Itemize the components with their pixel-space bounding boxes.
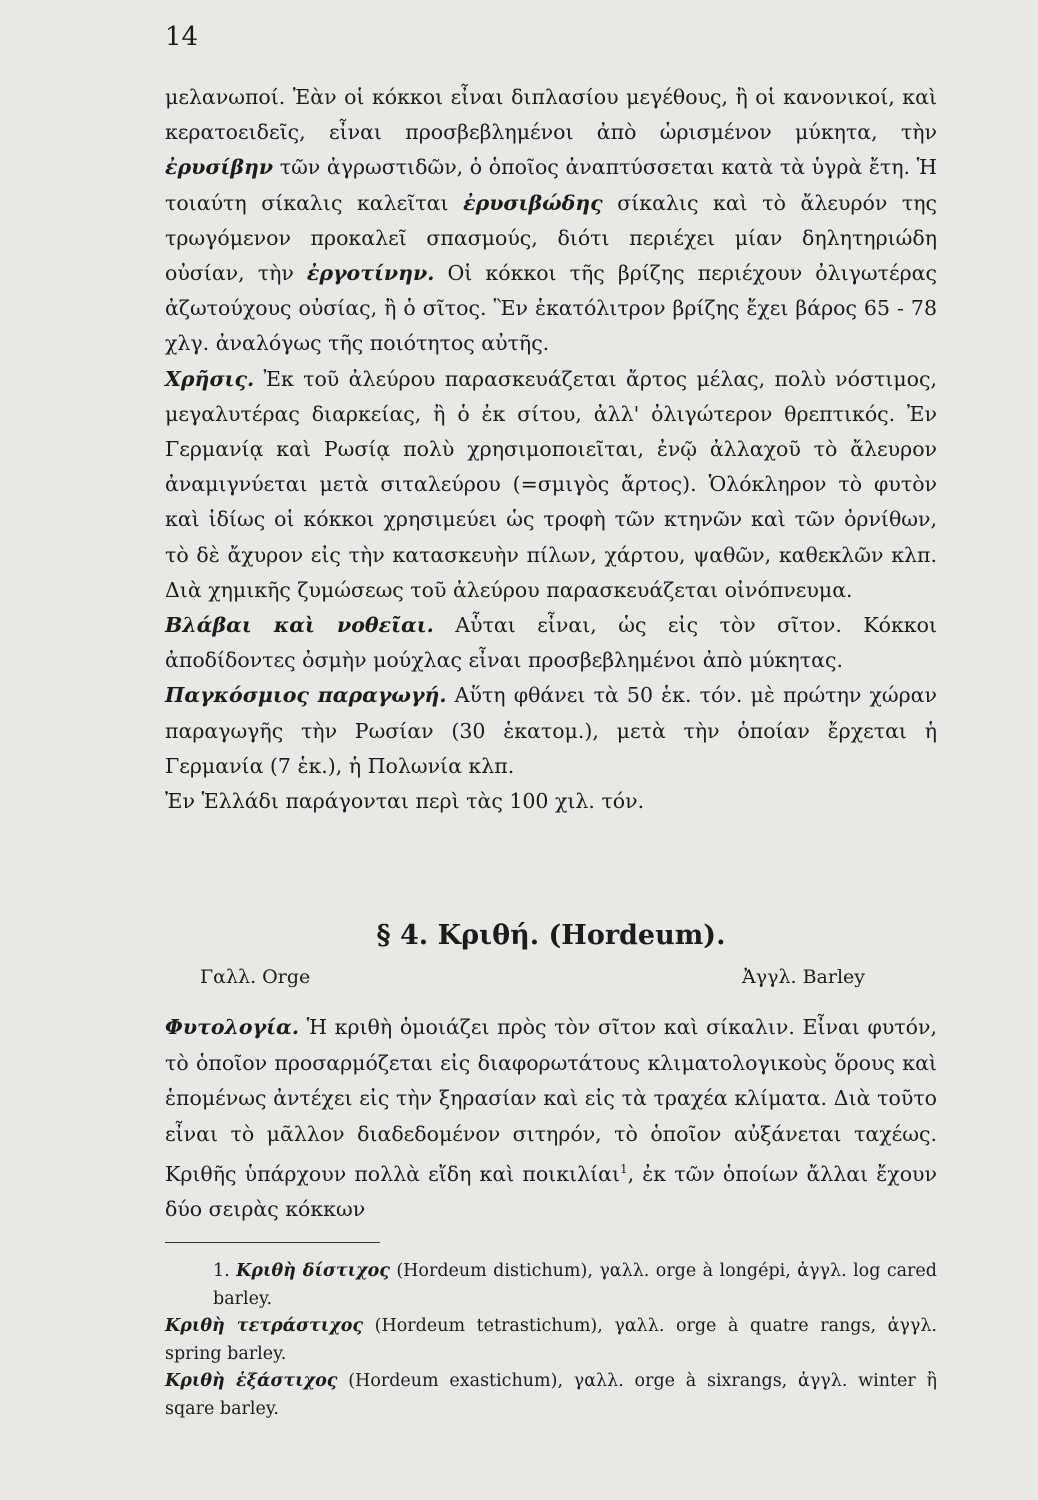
footnote-ref: 1 [620,1162,628,1176]
paragraph-world-production: Παγκόσμιος παραγωγή. Αὕτη φθάνει τὰ 50 ἑκ. τόν. μὲ πρώτην χώραν παραγωγῆς τὴν Ρωσίαν (30 ἑκατομ.), μετὰ τὴν ὁποίαν ἔρχεται ἡ Γερμανία (7 ἑκ.), ἡ Πολωνία κλπ. [165,683,937,778]
section-heading-barley: § 4. Κριθή. (Hordeum). [376,920,726,951]
french-name: Γαλλ. Orge [200,966,311,988]
english-name: Ἀγγλ. Barley [742,966,865,988]
term-erysibodis: ἐρυσιβώδης [463,190,603,215]
term-ergotine: ἐργοτίνην. [306,261,435,286]
paragraph-greece-production: Ἐν Ἑλλάδι παράγονται περὶ τὰς 100 χιλ. τόν. [165,789,645,814]
heading-use: Χρῆσις. [165,366,255,391]
footnote-2: Κριθὴ τετράστιχος (Hordeum tetrastichum), γαλλ. orge à quatre rangs, ἀγγλ. spring barley. [165,1316,937,1364]
section-barley-text [165,1010,937,1228]
footnotes [165,1258,937,1423]
footnote-3: Κριθὴ ἑξάστιχος (Hordeum exastichum), γαλλ. orge à sixrangs, ἀγγλ. winter ἢ sqare barley. [165,1371,937,1419]
paragraph-botany: Φυτολογία. Ἡ κριθὴ ὁμοιάζει πρὸς τὸν σῖτον καὶ σίκαλιν. Εἶναι φυτόν, τὸ ὁποῖον προσαρμόζεται εἰς διαφορωτάτους κλιματολογικοὺς ὅρους καὶ ἑπομένως ἀντέχει εἰς τὴν ξηρασίαν καὶ εἰς τὰ τραχέα κλίματα. Διὰ τοῦτο εἶναι τὸ μᾶλλον διαδεδομένον σιτηρόν, τὸ ὁποῖον αὐξάνεται ταχέως. Κριθῆς ὑπάρχουν πολλὰ εἴδη καὶ ποικιλίαι$^1$, ἐκ τῶν ὁποίων ἄλλαι ἔχουν δύο σειρὰς κόκκων [165,1015,937,1222]
heading-world-production: Παγκόσμιος παραγωγή. [165,683,447,708]
heading-botany: Φυτολογία. [165,1015,299,1039]
section-rye-text [165,80,937,819]
language-names-row [200,966,865,988]
page-number: 14 [165,22,199,52]
footnote-divider [165,1242,380,1243]
paragraph-damage: Βλάβαι καὶ νοθεῖαι. Αὗται εἶναι, ὡς εἰς τὸν σῖτον. Κόκκοι ἀποδίδοντες ὀσμὴν μούχλας εἶναι προσβεβλημένοι ἀπὸ μύκητας. [165,613,937,673]
heading-damage: Βλάβαι καὶ νοθεῖαι. [165,613,434,638]
paragraph-rye-description: μελανωποί. Ἐὰν οἱ κόκκοι εἶναι διπλασίου μεγέθους, ἢ οἱ κανονικοί, καὶ κερατοειδεῖς, εἶναι προσβεβλημένοι ἀπὸ ὡρισμένον μύκητα, τὴν ἐρυσίβην τῶν ἀγρωστιδῶν, ὁ ὁποῖος ἀναπτύσσεται κατὰ τὰ ὑγρὰ ἔτη. Ἡ τοιαύτη σίκαλις καλεῖται ἐρυσιβώδης σίκαλις καὶ τὸ ἄλευρόν της τρωγόμενον προκαλεῖ σπασμούς, διότι περιέχει μίαν δηλητηριώδη οὐσίαν, τὴν ἐργοτίνην. Οἱ κόκκοι τῆς βρίζης περιέχουν ὀλιγωτέρας ἀζωτούχους οὐσίας, ἢ ὁ σῖτος. Ἓν ἑκατόλιτρον βρίζης ἔχει βάρος 65 - 78 χλγ. ἀναλόγως τῆς ποιότητος αὐτῆς. [165,85,937,356]
term-erysibe: ἐρυσίβην [165,155,274,180]
footnote-1: 1. Κριθὴ δίστιχος (Hordeum distichum), γαλλ. orge à longépi, ἀγγλ. log cared barley. [213,1261,937,1309]
paragraph-use: Χρῆσις. Ἐκ τοῦ ἀλεύρου παρασκευάζεται ἄρτος μέλας, πολὺ νόστιμος, μεγαλυτέρας διαρκείας, ἢ ὁ ἐκ σίτου, ἀλλ' ὀλιγώτερον θρεπτικός. Ἐν Γερμανίᾳ καὶ Ρωσίᾳ πολὺ χρησιμοποιεῖται, ἐνῷ ἀλλαχοῦ τὸ ἄλευρον ἀναμιγνύεται μετὰ σιταλεύρου (=σμιγὸς ἄρτος). Ὁλόκληρον τὸ φυτὸν καὶ ἰδίως οἱ κόκκοι χρησιμεύει ὡς τροφὴ τῶν κτηνῶν καὶ τῶν ὀρνίθων, τὸ δὲ ἄχυρον εἰς τὴν κατασκευὴν πίλων, χάρτου, ψαθῶν, καθεκλῶν κλπ. Διὰ χημικῆς ζυμώσεως τοῦ ἀλεύρου παρασκευάζεται οἰνόπνευμα. [165,366,937,602]
